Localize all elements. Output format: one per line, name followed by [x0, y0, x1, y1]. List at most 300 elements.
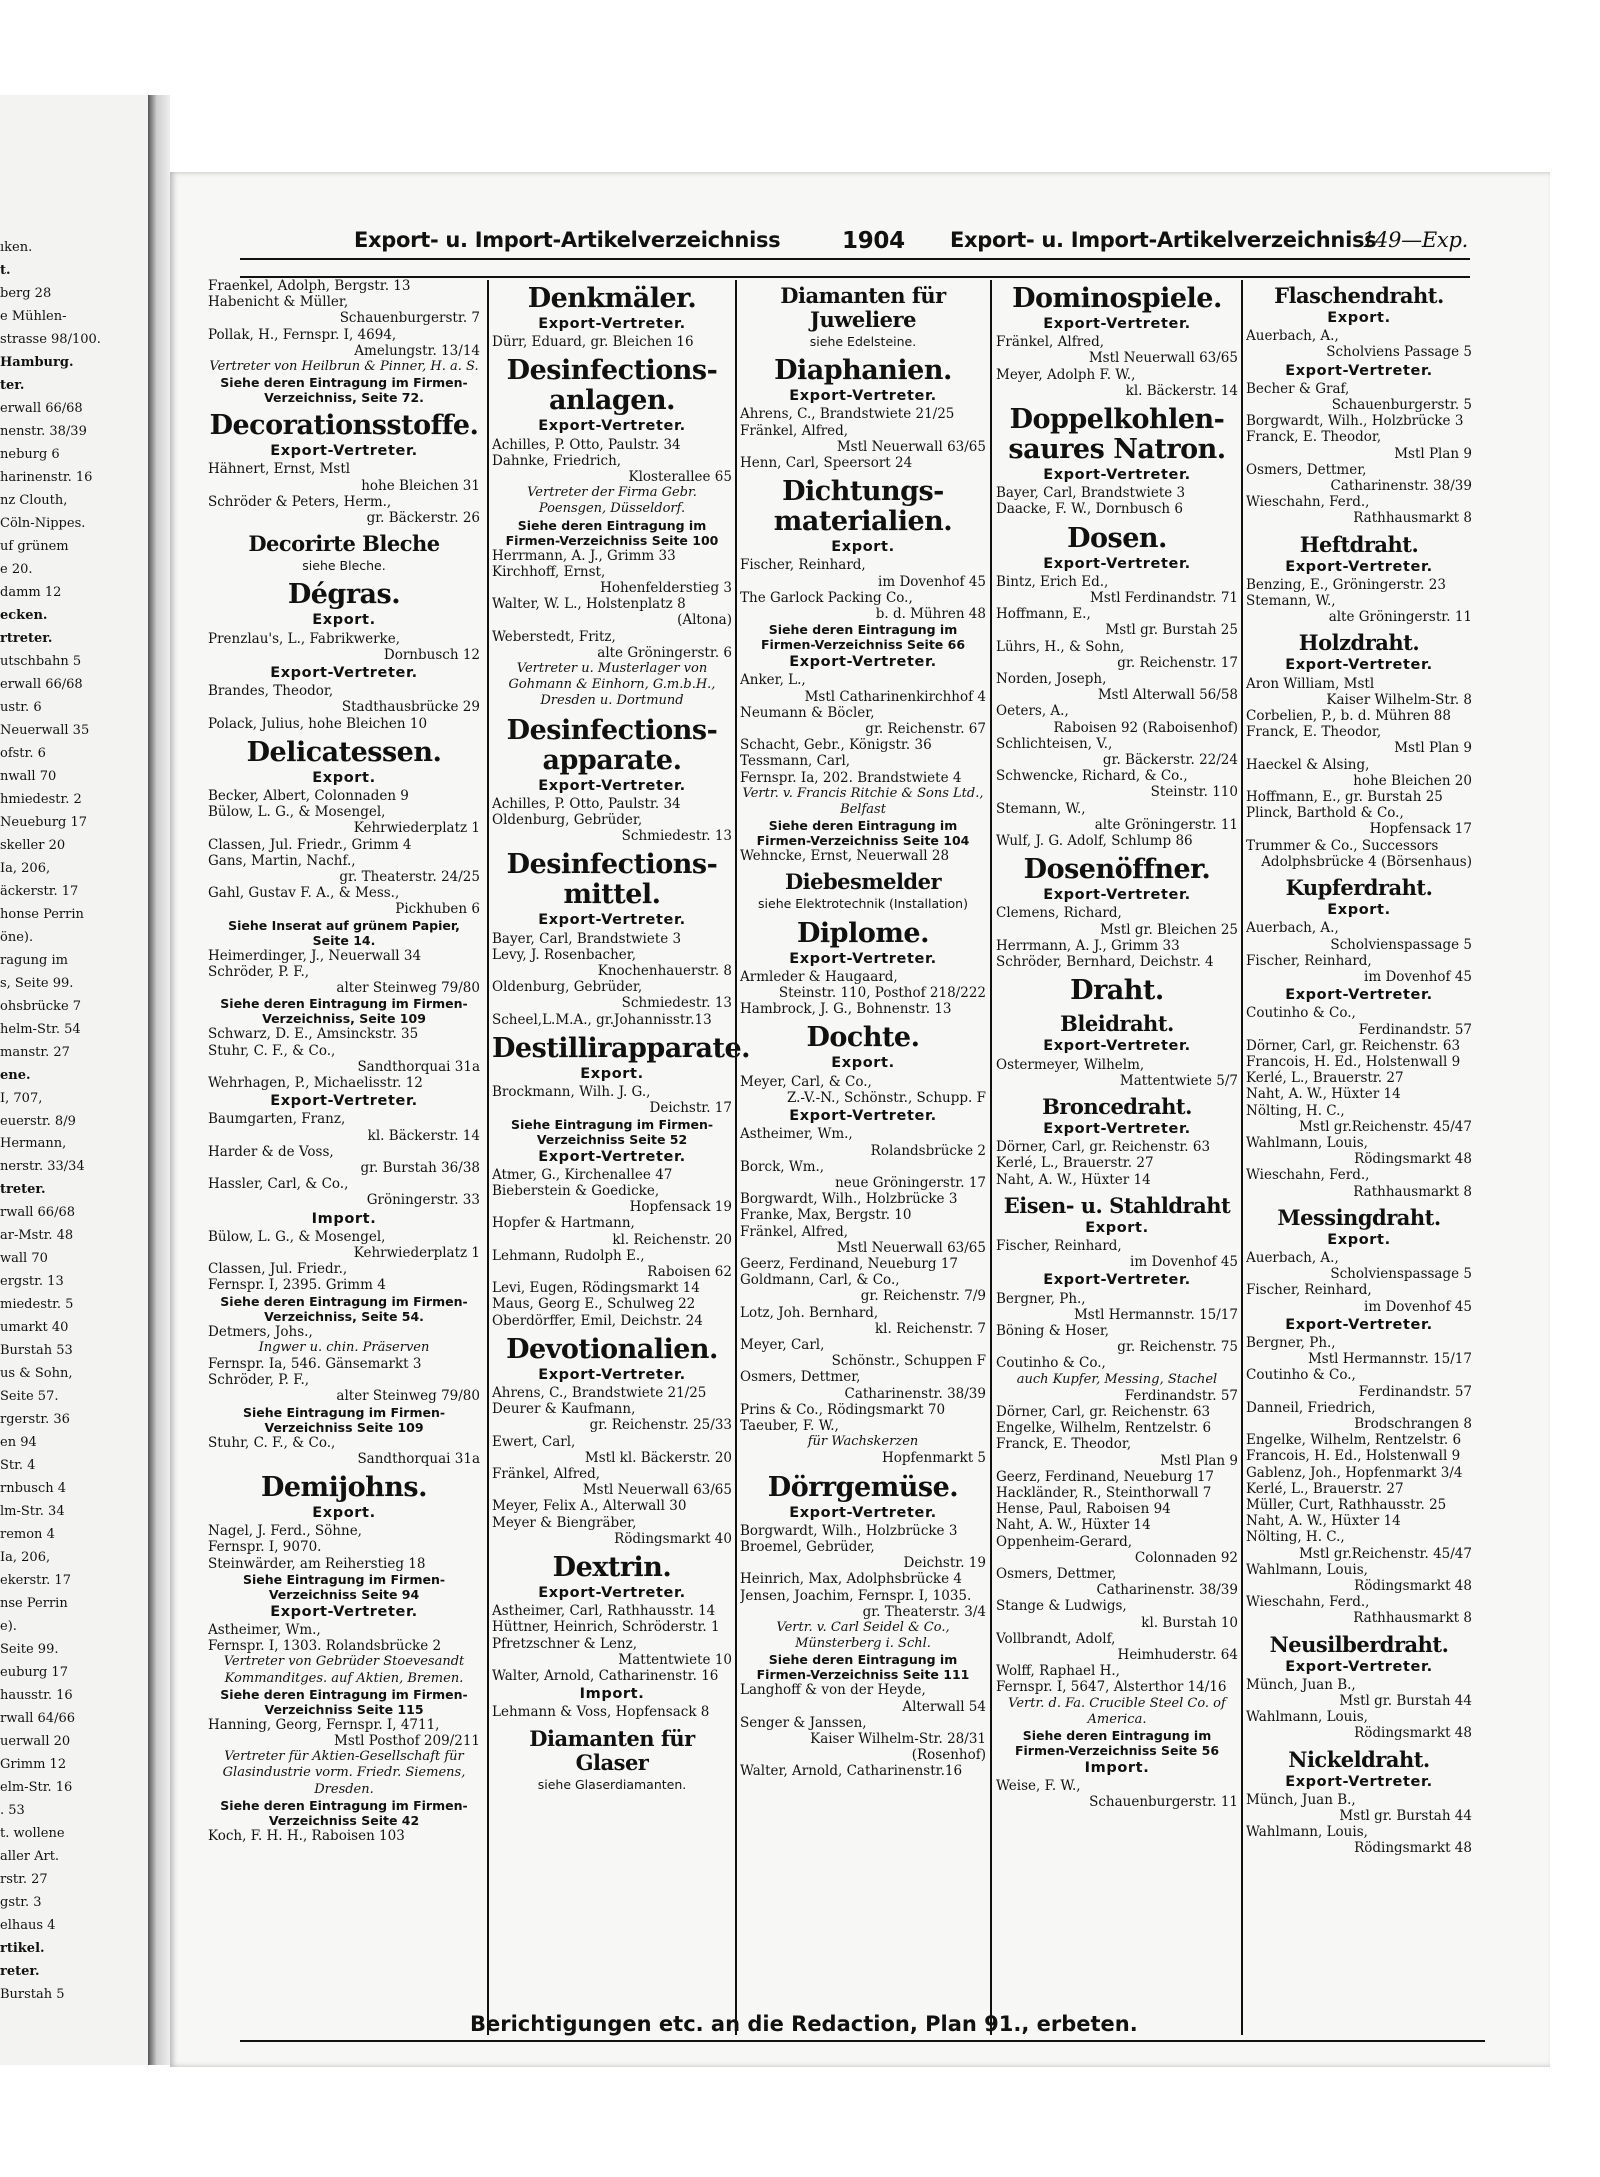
left-page-line: rwall 64/66	[0, 1711, 76, 1726]
firm-entry: Baumgarten, Franz,	[208, 1111, 346, 1128]
firm-entry: Meyer & Biengräber,	[492, 1514, 637, 1531]
firm-entry: Trummer & Co., Successors	[1246, 837, 1439, 854]
firm-entry: Weberstedt, Fritz,	[492, 628, 616, 645]
entry-address: Mstl kl. Bäckerstr. 20	[584, 1449, 732, 1466]
firm-entry: Ahrens, C., Brandstwiete 21/25	[492, 1384, 707, 1401]
left-page-line: rgerstr. 36	[0, 1412, 70, 1427]
firm-entry: Naht, A. W., Hüxter 14	[996, 1517, 1151, 1534]
firm-entry: Kerlé, L., Brauerstr. 27	[996, 1155, 1154, 1172]
firm-entry: Henn, Carl, Speersort 24	[740, 455, 913, 472]
cross-reference: Siehe deren Eintragung im Firmen-Verzeichniss Seite 100	[505, 517, 719, 548]
column-divider-2	[735, 280, 737, 2035]
firm-entry: Wulf, J. G. Adolf, Schlump 86	[996, 833, 1193, 850]
entry-address: gr. Theaterstr. 3/4	[862, 1603, 986, 1620]
left-page-line: . 53	[0, 1803, 25, 1818]
entry-address: im Dovenhof 45	[1364, 1298, 1472, 1315]
section-label: Export.	[312, 612, 376, 629]
firm-entry: Kirchhoff, Ernst,	[492, 563, 606, 580]
left-page-line: hausstr. 16	[0, 1688, 73, 1703]
category-heading: Bleidraht.	[1060, 1011, 1174, 1037]
firm-entry: Steinwärder, am Reiherstieg 18	[208, 1555, 426, 1572]
section-label: Export.	[1085, 1219, 1149, 1236]
left-page-line: nenstr. 38/39	[0, 424, 87, 439]
entry-address: Steinstr. 110	[1150, 784, 1238, 801]
left-page-line: e 20.	[0, 562, 33, 577]
category-heading: Holzdraht.	[1298, 630, 1420, 656]
firm-entry: Neumann & Böcler,	[740, 704, 875, 721]
section-label: Export-Vertreter.	[789, 1504, 937, 1521]
left-page-line: ar-Mstr. 48	[0, 1228, 74, 1243]
firm-entry: Walter, Arnold, Catharinenstr. 16	[492, 1667, 719, 1684]
entry-address: Kaiser Wilhelm-Str. 28/31	[810, 1731, 986, 1747]
firm-entry: Hoffmann, E., gr. Burstah 25	[1246, 789, 1443, 806]
firm-entry: Francois, H. Ed., Holstenwall 9	[1246, 1053, 1461, 1070]
see-also-note: siehe Glaserdiamanten.	[537, 1776, 687, 1792]
firm-entry: Auerbach, A.,	[1246, 920, 1339, 937]
firm-entry: Anker, L.,	[740, 672, 806, 689]
category-heading: Draht.	[1070, 975, 1164, 1007]
entry-address: Mstl Posthof 209/211	[334, 1733, 480, 1749]
representation-note: für Wachskerzen	[807, 1434, 919, 1450]
section-label: Export-Vertreter.	[1043, 555, 1191, 572]
header-year: 1904	[842, 228, 905, 254]
entry-address: kl. Reichenstr. 7	[875, 1320, 986, 1337]
header-rule-top	[240, 258, 1470, 260]
entry-address: Brodschrangen 8	[1354, 1415, 1472, 1432]
category-heading: Diamanten für Glaser	[529, 1725, 695, 1775]
left-page-line: erwall 66/68	[0, 401, 83, 416]
firm-entry: Schröder, P. F.,	[208, 1372, 310, 1389]
entry-address: Klosterallee 65	[628, 469, 732, 486]
entry-address: Scholviens Passage 5	[1326, 344, 1472, 361]
firm-entry: Becker, Albert, Colonnaden 9	[208, 788, 409, 805]
entry-address: Schauenburgerstr. 11	[1089, 1794, 1238, 1811]
firm-entry: Achilles, P. Otto, Paulstr. 34	[492, 436, 681, 453]
firm-entry: Bayer, Carl, Brandstwiete 3	[996, 485, 1186, 502]
section-label: Export-Vertreter.	[1285, 558, 1433, 575]
section-label: Export-Vertreter.	[1043, 1120, 1191, 1137]
category-heading: Diebesmelder	[784, 869, 942, 895]
firm-entry: Fischer, Reinhard,	[1246, 1282, 1372, 1299]
firm-entry: Walter, Arnold, Catharinenstr.16	[740, 1763, 963, 1780]
firm-entry: Fränkel, Alfred,	[740, 1223, 849, 1240]
category-heading: Diaphanien.	[774, 355, 952, 387]
cross-reference: Siehe deren Eintragung im Firmen-Verzeichniss Seite 42	[220, 1797, 468, 1828]
firm-entry: Meyer, Adolph F. W.,	[996, 366, 1136, 383]
representation-note: Vertr. v. Carl Seidel & Co., Münsterberg i. Schl.	[776, 1619, 950, 1652]
firm-entry: Auerbach, A.,	[1246, 328, 1339, 345]
left-page-line: en 94	[0, 1435, 37, 1450]
left-page-line: Hermann,	[0, 1136, 67, 1151]
firm-entry: Dürr, Eduard, gr. Bleichen 16	[492, 334, 694, 351]
firm-entry: Hopfer & Hartmann,	[492, 1215, 635, 1232]
firm-entry: Dörner, Carl, gr. Reichenstr. 63	[996, 1403, 1211, 1420]
column-2	[492, 278, 751, 1793]
firm-entry: Wieschahn, Ferd.,	[1246, 1167, 1370, 1184]
section-label: Export-Vertreter.	[1285, 1316, 1433, 1333]
left-page-line: strasse 98/100.	[0, 332, 101, 347]
firm-entry: Franke, Max, Bergstr. 10	[740, 1207, 912, 1224]
firm-entry: Tessmann, Carl,	[740, 753, 851, 770]
entry-address: Rödingsmarkt 48	[1354, 1840, 1472, 1857]
firm-entry: Norden, Joseph,	[996, 671, 1107, 688]
entry-address: Mstl Plan 9	[1394, 445, 1472, 462]
left-page-line: remon 4	[0, 1527, 55, 1542]
firm-entry: Harder & de Voss,	[208, 1143, 334, 1160]
entry-address: Mstl gr.Reichenstr. 45/47	[1299, 1545, 1472, 1562]
left-page-line: helm-Str. 54	[0, 1022, 81, 1037]
entry-address: Adolphsbrücke 4 (Börsenhaus)	[1261, 853, 1472, 870]
firm-entry: Wahlmann, Louis,	[1246, 1561, 1368, 1578]
entry-address: Rathhausmarkt 8	[1353, 1183, 1472, 1200]
entry-address: Ferdinandstr. 57	[1358, 1383, 1472, 1400]
firm-entry: Geerz, Ferdinand, Neueburg 17	[740, 1255, 958, 1272]
left-page-line: honse Perrin	[0, 907, 84, 922]
section-label: Export-Vertreter.	[1285, 987, 1433, 1004]
firm-entry: Gahl, Gustav F. A., & Mess.,	[208, 885, 400, 902]
firm-entry: Pfretzschner & Lenz,	[492, 1635, 638, 1652]
firm-entry: Coutinho & Co.,	[1246, 1367, 1356, 1384]
entry-address: Sandthorquai 31a	[357, 1450, 480, 1467]
left-page-line: ofstr. 6	[0, 746, 46, 761]
firm-entry: Koch, F. H. H., Raboisen 103	[208, 1827, 405, 1844]
left-page-line: reter.	[0, 1964, 40, 1979]
entry-address: Scholvienspassage 5	[1330, 1266, 1472, 1283]
entry-address: Kehrwiederplatz 1	[353, 1244, 480, 1261]
left-page-line: damm 12	[0, 585, 62, 600]
firm-entry: Aron William, Mstl	[1246, 675, 1375, 692]
firm-entry: Kerlé, L., Brauerstr. 27	[1246, 1070, 1404, 1087]
firm-entry: Dörner, Carl, gr. Reichenstr. 63	[1246, 1037, 1461, 1054]
left-page-line: harinenstr. 16	[0, 470, 93, 485]
firm-entry: Coutinho & Co.,	[1246, 1005, 1356, 1022]
entry-address: im Dovenhof 45	[1364, 968, 1472, 985]
firm-entry: Hoffmann, E.,	[996, 606, 1091, 623]
firm-entry: Wolff, Raphael H.,	[996, 1663, 1120, 1680]
entry-address: Mstl Neuerwall 63/65	[1088, 350, 1238, 367]
category-heading: Dégras.	[287, 579, 401, 611]
section-label: Export.	[1327, 1231, 1391, 1248]
firm-entry: Pollak, H., Fernspr. I, 4694,	[208, 326, 397, 343]
firm-entry: Prins & Co., Rödingsmarkt 70	[740, 1401, 946, 1418]
category-heading: Diamanten für Juweliere	[780, 283, 946, 332]
left-page-line: ıken.	[0, 240, 33, 255]
firm-entry: Francois, H. Ed., Holstenwall 9	[1246, 1448, 1461, 1465]
firm-entry: Schacht, Gebr., Königstr. 36	[740, 737, 932, 754]
section-label: Export-Vertreter.	[1043, 467, 1191, 484]
left-page-line: rtikel.	[0, 1941, 45, 1956]
section-label: Export-Vertreter.	[538, 1584, 686, 1601]
firm-entry: Oldenburg, Gebrüder,	[492, 979, 643, 996]
section-label: Export-Vertreter.	[270, 1093, 418, 1110]
representation-note: Vertr. d. Fa. Crucible Steel Co. of America.	[1008, 1695, 1226, 1727]
entry-address: kl. Reichenstr. 20	[612, 1231, 732, 1248]
entry-address: Hopfenmarkt 5	[881, 1450, 986, 1467]
left-page-line: nerstr. 33/34	[0, 1159, 85, 1174]
firm-entry: Meyer, Felix A., Alterwall 30	[492, 1498, 687, 1515]
representation-note: Vertreter für Aktien-Gesellschaft für Glasindustrie vorm. Friedr. Siemens, Dresden.	[222, 1749, 466, 1797]
firm-entry: Heimerdinger, J., Neuerwall 34	[208, 947, 422, 964]
firm-entry: Franck, E. Theodor,	[1246, 429, 1382, 446]
firm-entry: Stemann, W.,	[996, 800, 1086, 817]
firm-entry: Borgwardt, Wilh., Holzbrücke 3	[740, 1191, 958, 1208]
entry-address: Pickhuben 6	[395, 901, 480, 918]
entry-address: Knochenhauerstr. 8	[597, 963, 732, 980]
section-label: Export-Vertreter.	[538, 1366, 686, 1383]
category-heading: Desinfections-apparate.	[506, 714, 718, 776]
entry-address: alte Gröningerstr. 6	[597, 644, 732, 661]
firm-entry: Becher & Graf,	[1246, 380, 1350, 397]
section-label: Export.	[831, 1055, 895, 1072]
entry-address: Colonnaden 92	[1134, 1549, 1238, 1566]
left-page-line: e).	[0, 1619, 17, 1634]
firm-entry: Meyer, Carl, & Co.,	[740, 1073, 872, 1090]
firm-entry: Stemann, W.,	[1246, 593, 1336, 610]
entry-address: Raboisen 92 (Raboisenhof)	[1053, 719, 1238, 736]
firm-entry: Franck, E. Theodor,	[996, 1436, 1132, 1453]
section-label: Export.	[831, 539, 895, 556]
firm-entry: Lehmann, Rudolph E.,	[492, 1247, 645, 1264]
firm-entry: Bieberstein & Goedicke,	[492, 1182, 660, 1199]
entry-address: hohe Bleichen 20	[1353, 772, 1472, 789]
left-page-line: nse Perrin	[0, 1596, 68, 1611]
header-right: Export- u. Import-Artikelverzeichniss	[950, 228, 1377, 252]
left-page-line: gstr. 3	[0, 1895, 42, 1910]
page-number: 149—Exp.	[1362, 228, 1468, 252]
entry-address: Mstl gr. Burstah 44	[1339, 1808, 1472, 1825]
firm-entry: Herrmann, A. J., Grimm 33	[492, 547, 676, 564]
firm-entry: Naht, A. W., Hüxter 14	[1246, 1086, 1401, 1103]
entry-address: Catharinenstr. 38/39	[1330, 478, 1472, 495]
entry-address: Catharinenstr. 38/39	[1096, 1582, 1238, 1599]
category-heading: Dörrgemüse.	[767, 1471, 959, 1503]
column-5	[1246, 278, 1472, 1857]
firm-entry: Brandes, Theodor,	[208, 683, 334, 700]
entry-address: Hopfensack 17	[1369, 821, 1472, 838]
entry-address: gr. Reichenstr. 17	[1117, 654, 1238, 671]
firm-entry: Böning & Hoser,	[996, 1322, 1110, 1339]
cross-reference: Siehe deren Eintragung im Firmen-Verzeichniss, Seite 54.	[220, 1293, 468, 1324]
cross-reference: Siehe deren Eintragung im Firmen-Verzeichniss Seite 104	[756, 818, 970, 849]
entry-address: Schönstr., Schuppen F	[831, 1353, 986, 1370]
firm-entry: Corbelien, P., b. d. Mühren 88	[1246, 708, 1451, 725]
firm-entry: Weise, F. W.,	[996, 1778, 1081, 1795]
entry-address: gr. Bäckerstr. 26	[366, 510, 480, 527]
representation-note: Vertreter der Firma Gebr. Poensgen, Düsseldorf.	[527, 485, 697, 517]
firm-entry: Hüttner, Heinrich, Schröderstr. 1	[492, 1619, 720, 1636]
firm-entry: Münch, Juan B.,	[1246, 1791, 1356, 1808]
firm-entry: Astheimer, Wm.,	[740, 1126, 853, 1143]
left-page-line: Burstah 53	[0, 1343, 73, 1358]
see-also-note: siehe Elektrotechnik (Installation)	[758, 896, 968, 912]
left-page-line: Str. 4	[0, 1458, 36, 1473]
column-divider-4	[1241, 280, 1243, 2035]
section-label: Export.	[312, 769, 376, 786]
left-page-line: ecken.	[0, 608, 48, 623]
category-heading: Dochte.	[806, 1022, 920, 1054]
firm-entry: Fernspr. I, 1303. Rolandsbrücke 2	[208, 1638, 442, 1655]
firm-entry: Classen, Jul. Friedr.,	[208, 1261, 348, 1278]
cross-reference: Siehe deren Eintragung im Firmen-Verzeichniss Seite 115	[220, 1686, 468, 1717]
firm-entry: Stange & Ludwigs,	[996, 1598, 1127, 1615]
firm-entry: Goldmann, Carl, & Co.,	[740, 1272, 900, 1289]
firm-entry: Fränkel, Alfred,	[740, 422, 849, 439]
firm-entry: Levy, J. Rosenbacher,	[492, 946, 637, 963]
section-label: Export-Vertreter.	[538, 418, 686, 435]
firm-entry: Gablenz, Joh., Hopfenmarkt 3/4	[1246, 1464, 1463, 1481]
firm-entry: Stuhr, C. F., & Co.,	[208, 1042, 336, 1059]
left-page-line: aller Art.	[0, 1849, 60, 1864]
entry-address: alte Gröningerstr. 11	[1328, 609, 1472, 626]
representation-note: Vertreter von Gebrüder Stoevesandt Kommanditges. auf Aktien, Bremen.	[223, 1654, 465, 1686]
entry-address: Mattentwiete 10	[618, 1651, 732, 1668]
entry-address: alte Gröningerstr. 11	[1094, 816, 1238, 833]
entry-address: Scholvienspassage 5	[1330, 936, 1472, 953]
category-heading: Diplome.	[797, 917, 929, 949]
cross-reference: Siehe Eintragung im Firmen-Verzeichniss Seite 94	[242, 1571, 446, 1602]
firm-entry: The Garlock Packing Co.,	[740, 589, 913, 606]
left-page-line: rstr. 27	[0, 1872, 48, 1887]
section-label: Export-Vertreter.	[538, 777, 686, 794]
representation-note: Vertreter u. Musterlager von Gohmann & Einhorn, G.m.b.H., Dresden u. Dortmund	[508, 661, 716, 709]
left-page-line: äckerstr. 17	[0, 884, 79, 899]
entry-address: Ferdinandstr. 57	[1358, 1021, 1472, 1038]
entry-address: Dornbusch 12	[383, 646, 480, 663]
category-heading: Dosen.	[1067, 522, 1167, 554]
firm-entry: Haeckel & Alsing,	[1246, 756, 1370, 773]
section-label: Import.	[311, 1210, 377, 1227]
firm-entry: Herrmann, A. J., Grimm 33	[996, 937, 1180, 954]
firm-entry: Münch, Juan B.,	[1246, 1676, 1356, 1693]
entry-address: Amelungstr. 13/14	[354, 342, 480, 359]
cross-reference: Siehe deren Eintragung im Firmen-Verzeichniss Seite 66	[760, 622, 966, 653]
firm-entry: Borgwardt, Wilh., Holzbrücke 3	[1246, 413, 1464, 430]
firm-entry: Gans, Martin, Nachf.,	[208, 852, 356, 869]
entry-address: Z.-V.-N., Schönstr., Schupp. F	[786, 1089, 986, 1106]
entry-address: Kehrwiederplatz 1	[353, 820, 480, 837]
section-label: Export-Vertreter.	[1043, 887, 1191, 904]
firm-entry: Hassler, Carl, & Co.,	[208, 1176, 349, 1193]
left-page-line: wall 70	[0, 1251, 48, 1266]
firm-entry: Naht, A. W., Hüxter 14	[1246, 1513, 1401, 1530]
left-page-line: nwall 70	[0, 769, 57, 784]
firm-entry: Habenicht & Müller,	[208, 294, 349, 311]
category-heading: Dextrin.	[552, 1551, 672, 1583]
left-page-line: t.	[0, 263, 11, 278]
left-page-line: elm-Str. 16	[0, 1780, 73, 1795]
firm-entry: Naht, A. W., Hüxter 14	[996, 1171, 1151, 1188]
firm-entry: Taeuber, F. W.,	[740, 1417, 839, 1434]
firm-entry: Borck, Wm.,	[740, 1158, 825, 1175]
category-heading: Messingdraht.	[1277, 1204, 1441, 1230]
entry-address: Deichstr. 19	[903, 1555, 986, 1572]
firm-entry: Engelke, Wilhelm, Rentzelstr. 6	[1246, 1432, 1462, 1449]
entry-address: Heimhuderstr. 64	[1117, 1647, 1238, 1663]
section-label: Export-Vertreter.	[1043, 316, 1191, 332]
left-page-line: treter.	[0, 1182, 46, 1197]
section-label: Export-Vertreter.	[270, 1603, 418, 1620]
section-label: Import.	[1084, 1760, 1150, 1777]
section-label: Export-Vertreter.	[1285, 1658, 1433, 1675]
entry-address: gr. Theaterstr. 24/25	[339, 869, 480, 886]
entry-address: Rödingsmarkt 48	[1354, 1578, 1472, 1595]
entry-address: gr. Burstah 36/38	[360, 1159, 480, 1176]
entry-address: Mstl Neuerwall 63/65	[836, 1239, 986, 1256]
firm-entry: Schwencke, Richard, & Co.,	[996, 768, 1188, 785]
firm-entry: Bülow, L. G., & Mosengel,	[208, 1228, 386, 1245]
entry-address: Mstl gr. Burstah 44	[1339, 1693, 1472, 1710]
left-page-line: Ia, 206,	[0, 1550, 51, 1565]
firm-entry: Oldenburg, Gebrüder,	[492, 812, 643, 829]
firm-entry: Coutinho & Co.,	[996, 1355, 1106, 1372]
representation-note: Vertr. v. Francis Ritchie & Sons Ltd., Belfast	[742, 785, 984, 818]
firm-entry: Clemens, Richard,	[996, 905, 1122, 922]
firm-entry: Achilles, P. Otto, Paulstr. 34	[492, 795, 681, 812]
left-page-line: Seite 57.	[0, 1389, 59, 1404]
cross-reference: Siehe deren Eintragung im Firmen-Verzeichniss Seite 111	[756, 1652, 970, 1683]
left-page-line: rnbusch 4	[0, 1481, 67, 1496]
firm-entry: Lehmann & Voss, Hopfensack 8	[492, 1704, 710, 1721]
firm-entry: Classen, Jul. Friedr., Grimm 4	[208, 836, 412, 853]
firm-entry: Brockmann, Wilh. J. G.,	[492, 1084, 651, 1101]
entry-address: Mstl Hermannstr. 15/17	[1307, 1351, 1472, 1368]
firm-entry: Engelke, Wilhelm, Rentzelstr. 6	[996, 1420, 1212, 1437]
firm-entry: Schwarz, D. E., Amsinckstr. 35	[208, 1026, 419, 1043]
left-page-line: uf grünem	[0, 539, 69, 554]
left-page-line: utschbahn 5	[0, 654, 82, 669]
left-page-line: Neueburg 17	[0, 815, 88, 830]
left-page-line: ekerstr. 17	[0, 1573, 71, 1588]
firm-entry: Nagel, J. Ferd., Söhne,	[208, 1523, 362, 1540]
section-label: Export-Vertreter.	[789, 950, 937, 967]
left-page-line: Cöln-Nippes.	[0, 516, 86, 531]
firm-entry: Bülow, L. G., & Mosengel,	[208, 804, 386, 821]
left-page-line: s, Seite 99.	[0, 976, 74, 991]
column-3	[740, 278, 986, 1780]
section-label: Export-Vertreter.	[538, 1148, 686, 1165]
left-page-line: rtreter.	[0, 631, 53, 646]
firm-entry: Fränkel, Alfred,	[492, 1465, 601, 1482]
firm-entry: Benzing, E., Gröningerstr. 23	[1246, 576, 1446, 593]
entry-address: Ferdinandstr. 57	[1124, 1387, 1238, 1404]
entry-address: Kaiser Wilhelm-Str. 8	[1326, 691, 1472, 708]
section-label: Export-Vertreter.	[1043, 1272, 1191, 1289]
entry-address: Steinstr. 110, Posthof 218/222	[778, 985, 986, 1002]
section-label: Export-Vertreter.	[1285, 657, 1433, 674]
firm-entry: Fischer, Reinhard,	[740, 557, 866, 574]
firm-entry: Müller, Curt, Rathhausstr. 25	[1246, 1497, 1447, 1513]
entry-address: im Dovenhof 45	[878, 573, 986, 590]
firm-entry: Auerbach, A.,	[1246, 1249, 1339, 1266]
entry-address: Rathhausmarkt 8	[1353, 510, 1472, 527]
category-heading: Devotionalien.	[506, 1333, 718, 1365]
firm-entry: Plinck, Barthold & Co.,	[1246, 805, 1404, 822]
left-page-line: manstr. 27	[0, 1045, 70, 1060]
footer-rule	[240, 2040, 1485, 2042]
entry-address: Schmiedestr. 13	[621, 995, 732, 1012]
section-label: Export-Vertreter.	[789, 388, 937, 405]
category-heading: Decorirte Bleche	[248, 531, 440, 557]
section-label: Export-Vertreter.	[1285, 1773, 1433, 1790]
entry-address: Rathhausmarkt 8	[1353, 1610, 1472, 1627]
firm-entry: Ewert, Carl,	[492, 1433, 576, 1450]
left-page-line: e Mühlen-	[0, 309, 67, 324]
see-also-note: siehe Edelsteine.	[809, 334, 917, 349]
firm-entry: Wehrhagen, P., Michaelisstr. 12	[208, 1074, 423, 1091]
firm-entry: Dahnke, Friedrich,	[492, 452, 622, 469]
left-page-line: lm-Str. 34	[0, 1504, 65, 1519]
left-page-line: rwall 66/68	[0, 1205, 76, 1220]
